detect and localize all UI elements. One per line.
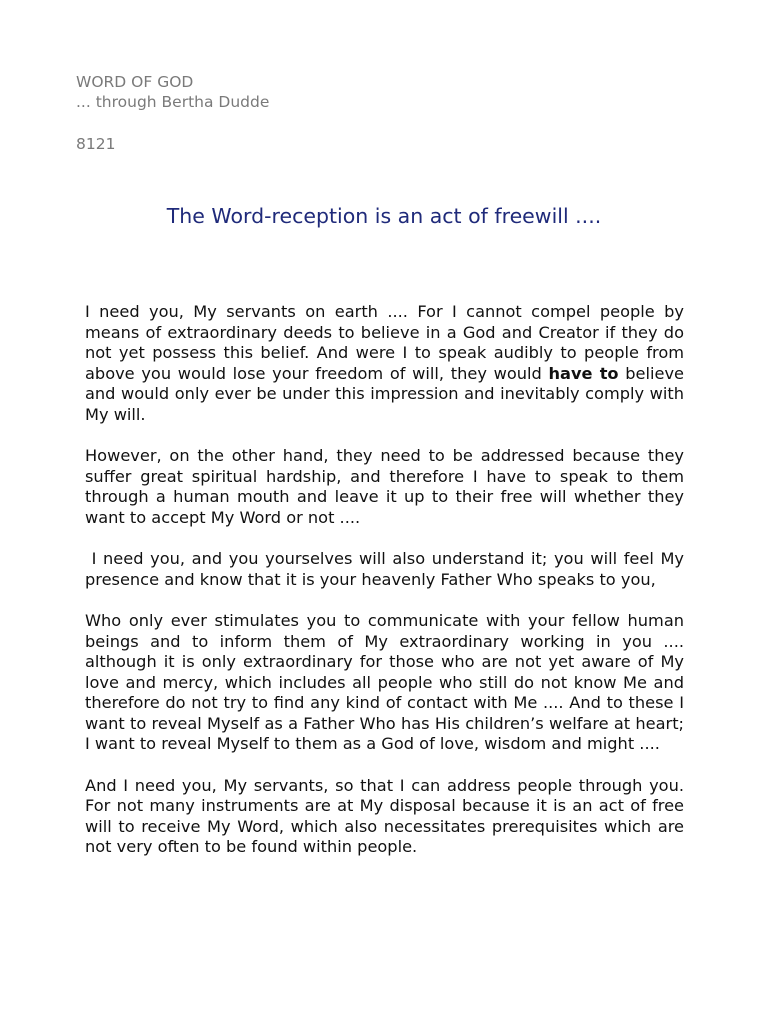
document-number: 8121 xyxy=(76,135,116,153)
paragraph-1-emphasis: have to xyxy=(548,363,619,383)
page-title: The Word-reception is an act of freewill .... xyxy=(166,204,602,228)
header-author: ... through Bertha Dudde xyxy=(76,93,270,111)
paragraph-1-text-a: I need you, My servants on earth .... For I cannot compel people by means of extraordinary deeds to believe in a God and Creator if they do not yet possess this belief. And were I to speak audibly to people from above you would lose your freedom of will, they would xyxy=(85,302,684,383)
paragraph-3: I need you, and you yourselves will also understand it; you will feel My presence and know that it is your heavenly Father Who speaks to you, xyxy=(85,549,690,589)
paragraph-1 xyxy=(85,302,684,425)
document-header xyxy=(76,72,269,112)
paragraph-4: Who only ever stimulates you to communicate with your fellow human beings and to inform them of My extraordinary working in you .... although it is only extraordinary for those who are not yet aware of My love and mercy, which includes all people who still do not know Me and therefore do not try to find any kind of contact with Me .... And to these I want to reveal Myself as a Father Who has His children’s welfare at heart; I want to reveal Myself to them as a God of love, wisdom and might .... xyxy=(85,611,684,753)
paragraph-1-text-b: believe and would only ever be under this impression and inevitably comply with My will. xyxy=(85,363,684,424)
header-word-of-god: WORD OF GOD xyxy=(76,73,194,91)
message-body xyxy=(85,302,690,879)
paragraph-2: However, on the other hand, they need to be addressed because they suffer great spiritual hardship, and therefore I have to speak to them through a human mouth and leave it up to their free will whether they want to accept My Word or not .... xyxy=(85,446,684,527)
paragraph-5: And I need you, My servants, so that I can address people through you. For not many instruments are at My disposal because it is an act of free will to receive My Word, which also necessitates prerequisites which are not very often to be found within people. xyxy=(85,775,684,856)
